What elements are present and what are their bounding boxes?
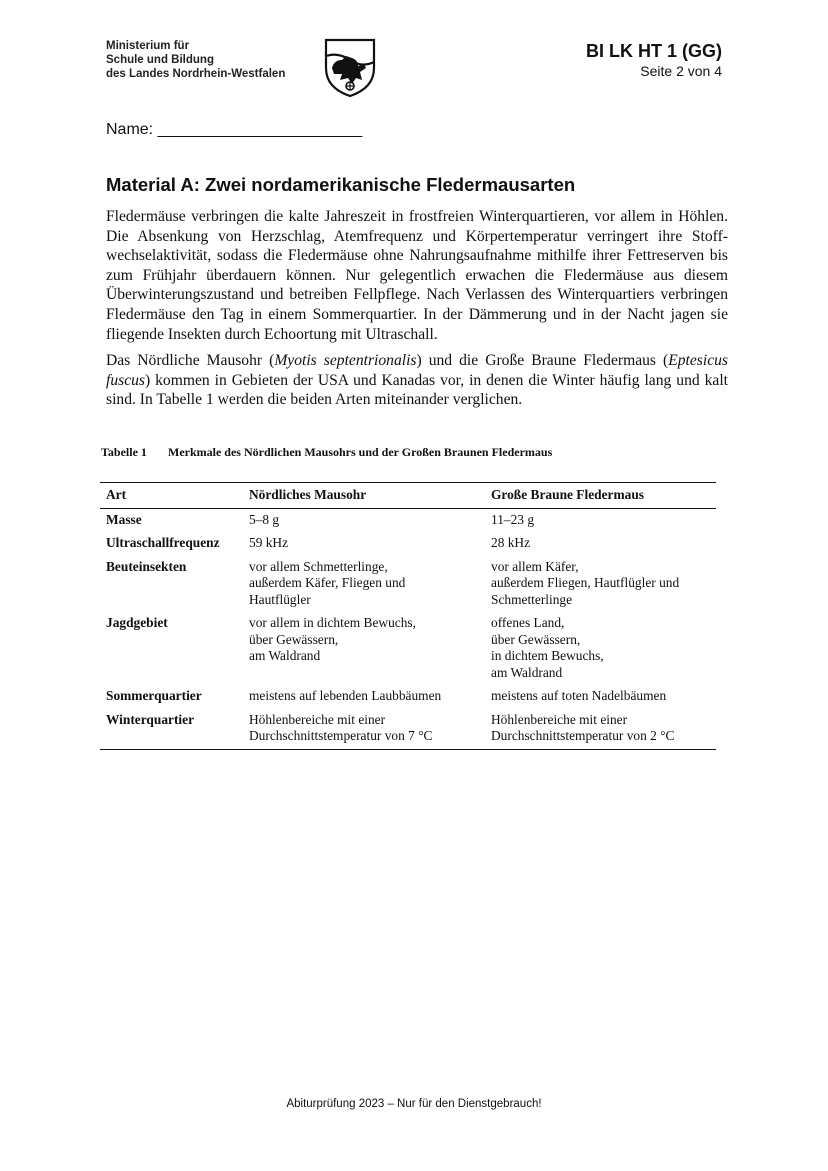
paragraph-2 (106, 351, 728, 410)
cell-line: Ultraschallfrequenz (106, 535, 220, 550)
ministry-name (106, 39, 285, 81)
header-art: Art (100, 483, 243, 509)
cell-line: Höhlenbereiche mit einer (491, 711, 628, 727)
cell-line: Hautflügler (249, 591, 311, 607)
table-cell (243, 709, 485, 750)
table-row (100, 508, 716, 532)
cell-line: vor allem Käfer, (491, 558, 579, 574)
cell-line: vor allem in dichtem Bewuchs, (249, 615, 416, 630)
comparison-table (100, 482, 716, 750)
exam-code: BI LK HT 1 (GG) (586, 41, 722, 61)
nrw-coat-of-arms-icon (322, 38, 378, 98)
table-cell (485, 709, 716, 750)
paragraph-2-text-c: ) kommen in Gebieten der USA und Kanadas vor, in denen die Winter häufig lang und kalt sind. In Tabelle 1 werden die beiden Arten miteinander verglichen. (106, 371, 728, 409)
cell-line: außerdem Fliegen, Hautflügler und (491, 575, 680, 590)
cell-line: am Waldrand (491, 664, 563, 680)
ministry-line-1: Ministerium für (106, 40, 190, 52)
table-header-row (100, 483, 716, 509)
cell-line: Schmetterlinge (491, 591, 573, 607)
cell-line: außerdem Käfer, Fliegen und (249, 575, 406, 590)
ministry-line-3: des Landes Nordrhein-Westfalen (106, 68, 286, 80)
table-cell (243, 685, 485, 709)
table-cell (485, 508, 716, 532)
page-footer: Abiturprüfung 2023 – Nur für den Dienstgebrauch! (286, 1098, 542, 1110)
table-cell (243, 612, 485, 685)
cell-line: 11–23 g (491, 511, 535, 527)
cell-line: Masse (106, 511, 142, 527)
table-cell (485, 685, 716, 709)
cell-line: über Gewässern, (249, 631, 339, 647)
row-label (100, 709, 243, 750)
table-row (100, 556, 716, 613)
cell-line: meistens auf toten Nadelbäumen (491, 688, 667, 703)
name-line: Name: _______________________ (106, 121, 363, 138)
row-label (100, 532, 243, 556)
row-label (100, 612, 243, 685)
cell-line: meistens auf lebenden Laubbäumen (249, 688, 442, 703)
paragraph-2-text-a: Das Nördliche Mausohr ( (106, 352, 275, 369)
table-row (100, 532, 716, 556)
cell-line: Sommerquartier (106, 688, 202, 703)
ministry-line-2: Schule und Bildung (106, 54, 214, 66)
table-row (100, 709, 716, 750)
cell-line: Höhlenbereiche mit einer (249, 711, 386, 727)
cell-line: vor allem Schmetterlinge, (249, 558, 388, 574)
cell-line: Jagdgebiet (106, 615, 168, 630)
cell-line: 59 kHz (249, 535, 289, 550)
cell-line: in dichtem Bewuchs, (491, 648, 604, 663)
species-name-1: Myotis septentrionalis (274, 352, 417, 369)
row-label (100, 508, 243, 532)
table-cell (243, 508, 485, 532)
cell-line: 28 kHz (491, 535, 531, 550)
table-cell (243, 556, 485, 613)
cell-line: Durchschnittstemperatur von 7 °C (249, 728, 433, 743)
header-mausohr: Nördliches Mausohr (243, 483, 485, 509)
cell-line: Durchschnittstemperatur von 2 °C (491, 728, 675, 743)
page-number: Seite 2 von 4 (640, 63, 722, 79)
table-caption-title: Merkmale des Nördlichen Mausohrs und der Großen Braunen Fledermaus (168, 445, 553, 459)
paragraph-1: Fledermäuse verbringen die kalte Jahreszeit in frostfreien Winterquartieren, vor allem in Höhlen. Die Absenkung von Herzschlag, Atemfrequenz und Körpertemperatur verringert ihre Stoffwechselaktivität, sodass die Fledermäuse ohne Nahrungsaufnahme mithilfe ihrer Fettreserven bis zum Frühjahr überdauern können. Nur gelegentlich erwachen die Fledermäuse aus diesem Überwinterungszustand und betreiben Fellpflege. Nach Verlassen des Winterquartiers verbringen Fledermäuse den Tag in einem Sommerquartier. In der Dämmerung und in der Nacht jagen sie fliegende Insekten durch Echoortung mit Ultraschall. (106, 208, 728, 343)
table-row (100, 612, 716, 685)
species-name-2: Eptesicus fuscus (106, 352, 728, 389)
table-cell (485, 556, 716, 613)
cell-line: über Gewässern, (491, 631, 581, 647)
cell-line: offenes Land, (491, 615, 565, 630)
table-caption-number: Tabelle 1 (101, 445, 147, 459)
table-cell (485, 532, 716, 556)
table-row (100, 685, 716, 709)
row-label (100, 685, 243, 709)
cell-line: Winterquartier (106, 711, 195, 727)
material-heading: Material A: Zwei nordamerikanische Fledermausarten (106, 174, 576, 195)
header-fledermaus: Große Braune Fledermaus (485, 483, 716, 509)
cell-line: am Waldrand (249, 648, 321, 663)
cell-line: 5–8 g (249, 511, 280, 527)
table-caption (101, 445, 552, 460)
table-cell (243, 532, 485, 556)
paragraph-2-text-b: ) und die Große Braune Fledermaus ( (416, 352, 669, 369)
table-cell (485, 612, 716, 685)
row-label (100, 556, 243, 613)
cell-line: Beuteinsekten (106, 558, 187, 574)
